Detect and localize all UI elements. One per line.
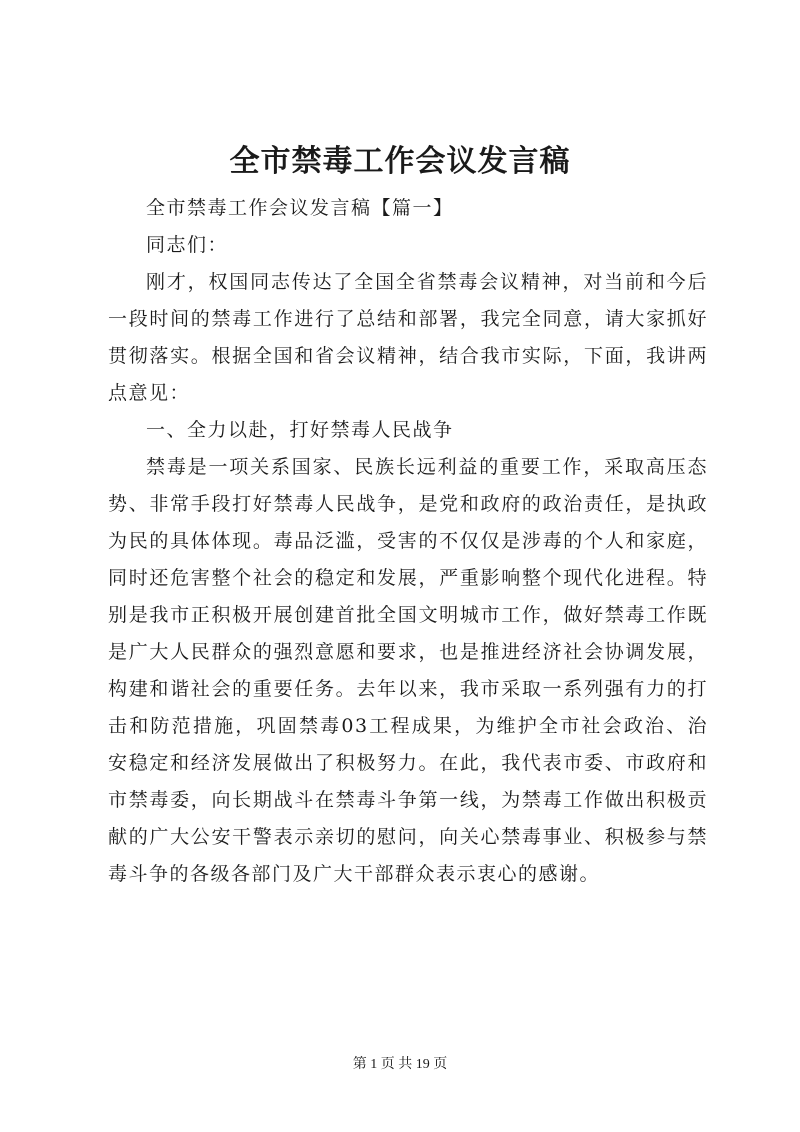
page-number-footer: 第 1 页 共 19 页 — [352, 1057, 448, 1072]
point-one-heading: 一、全力以赴，打好禁毒人民战争 — [146, 419, 454, 441]
document-body — [108, 190, 708, 893]
intro-paragraph: 刚才，权国同志传达了全国全省禁毒会议精神，对当前和今后一段时间的禁毒工作进行了总结和部署，我完全同意，请大家抓好贯彻落实。根据全国和省会议精神，结合我市实际，下面，我讲两点意见： — [108, 271, 708, 404]
point-one-paragraph: 禁毒是一项关系国家、民族长远利益的重要工作，采取高压态势、非常手段打好禁毒人民战争，是党和政府的政治责任，是执政为民的具体体现。毒品泛滥，受害的不仅仅是涉毒的个人和家庭，同时还危害整个社会的稳定和发展，严重影响整个现代化进程。特别是我市正积极开展创建首批全国文明城市工作，做好禁毒工作既是广大人民群众的强烈意愿和要求，也是推进经济社会协调发展，构建和谐社会的重要任务。去年以来，我市采取一系列强有力的打击和防范措施，巩固禁毒03工程成果，为维护全市社会政治、治安稳定和经济发展做出了积极努力。在此，我代表市委、市政府和市禁毒委，向长期战斗在禁毒斗争第一线，为禁毒工作做出积极贡献的广大公安干警表示亲切的慰问，向关心禁毒事业、积极参与禁毒斗争的各级各部门及广大干部群众表示衷心的感谢。 — [108, 456, 708, 885]
salutation: 同志们： — [146, 234, 229, 256]
document-title: 全市禁毒工作会议发言稿 — [229, 144, 571, 179]
section-heading: 全市禁毒工作会议发言稿【篇一】 — [146, 197, 454, 219]
